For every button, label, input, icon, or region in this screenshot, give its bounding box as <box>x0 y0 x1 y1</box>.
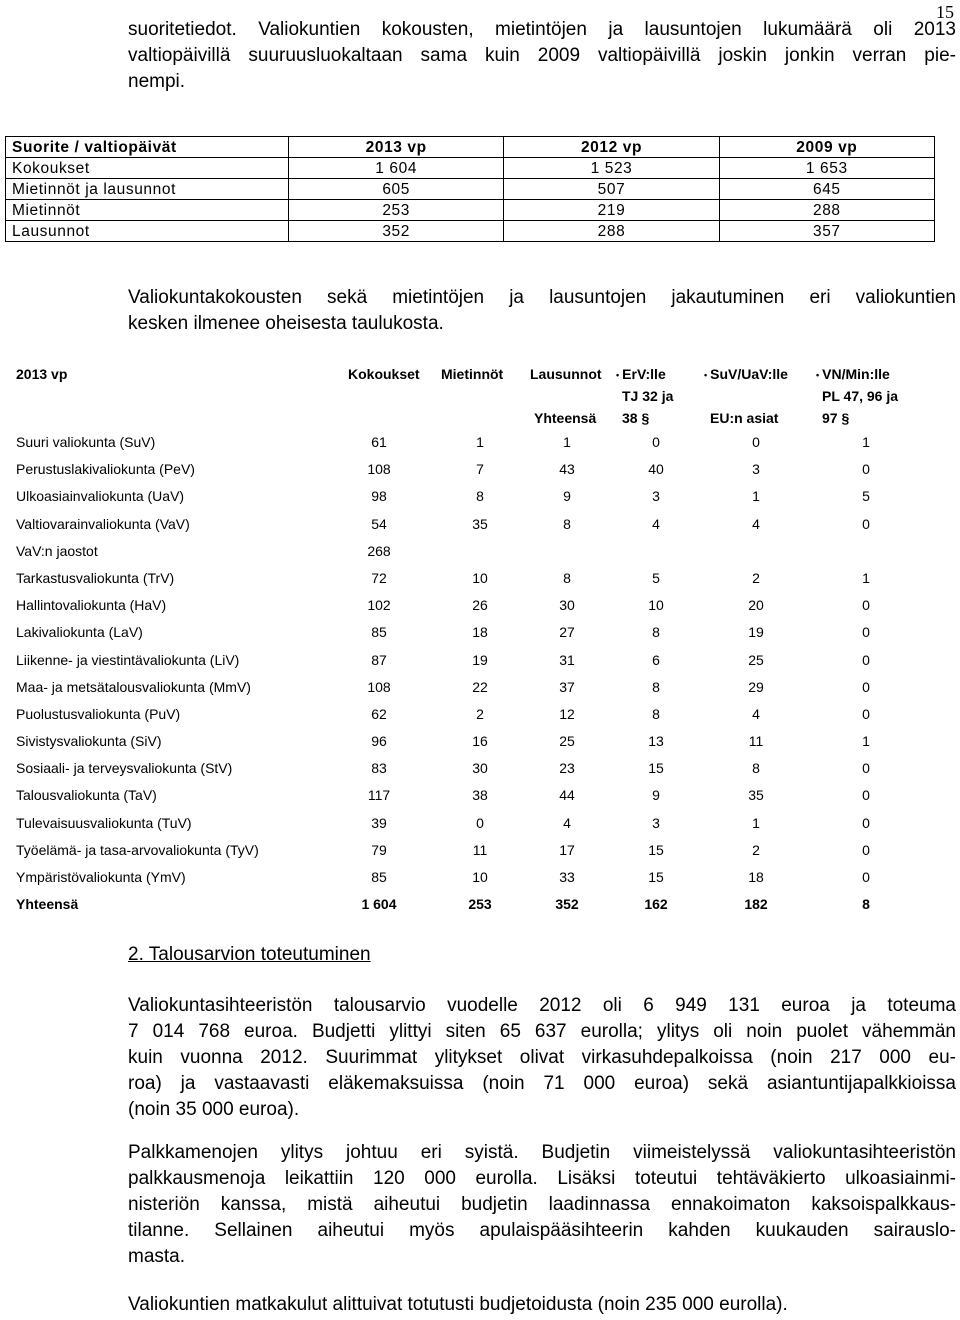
intro-line: valtiopäivillä suuruusluokaltaan sama kuin 2009 valtiopäivillä joskin jonkin verran pie- <box>128 45 956 66</box>
table-cell: 25 <box>559 733 575 750</box>
bullet-icon: • <box>704 370 708 381</box>
table-cell: 1 604 <box>361 896 397 913</box>
header-erv-line1: ErV:lle <box>622 366 666 382</box>
table-row <box>16 729 896 756</box>
table-cell: 54 <box>371 515 387 532</box>
summary-row <box>6 221 935 242</box>
summary-header-cell: 2012 vp <box>504 137 719 158</box>
summary-cell: 288 <box>504 221 719 242</box>
table-cell: 15 <box>648 760 664 777</box>
summary-cell: Lausunnot <box>6 221 289 242</box>
table-cell: 2 <box>752 841 760 858</box>
salary-line: Palkkamenojen ylitys johtuu eri syistä. Budjetin viimeistelyssä valiokuntasihteeristön <box>128 1142 956 1163</box>
table-cell: 30 <box>472 760 488 777</box>
table-cell: 0 <box>862 624 870 641</box>
committee-name: Työelämä- ja tasa-arvovaliokunta (TyV) <box>16 841 259 858</box>
table-cell: 43 <box>559 461 575 478</box>
table-cell: 2 <box>752 569 760 586</box>
table-row <box>16 593 896 620</box>
table-cell: 10 <box>472 569 488 586</box>
committee-name: Ympäristövaliokunta (YmV) <box>16 869 186 885</box>
summary-cell: Mietinnöt <box>6 200 289 221</box>
table-cell: 62 <box>371 705 387 722</box>
table-cell: 17 <box>559 841 575 858</box>
table-cell: 7 <box>476 461 484 478</box>
table-row <box>16 838 896 865</box>
summary-header-cell: 2013 vp <box>289 137 504 158</box>
header-mietinnot: Mietinnöt <box>441 366 504 382</box>
table-cell: 1 <box>752 488 760 505</box>
table-cell: 33 <box>559 869 575 885</box>
table-cell: 12 <box>559 705 575 722</box>
salary-paragraph <box>128 1140 956 1270</box>
summary-cell: 288 <box>719 200 934 221</box>
committee-name: Sivistysvaliokunta (SiV) <box>16 733 162 750</box>
header-lausunnot: Lausunnot <box>530 366 602 382</box>
committee-name: Suuri valiokunta (SuV) <box>16 434 156 450</box>
table-row <box>16 566 896 593</box>
table-row <box>16 512 896 539</box>
header-vn-line3: 97 § <box>822 410 850 426</box>
summary-table <box>5 136 935 242</box>
table-cell: 85 <box>371 869 387 885</box>
table-cell: 117 <box>367 787 391 804</box>
table-row <box>16 430 896 457</box>
budget-line: (noin 35 000 euroa). <box>128 1099 300 1120</box>
summary-cell: 507 <box>504 179 719 200</box>
header-kokoukset: Kokoukset <box>348 366 420 382</box>
table-cell: 10 <box>472 869 488 885</box>
summary-header-row <box>6 137 935 158</box>
table-cell: 26 <box>472 597 488 614</box>
summary-header-cell: 2009 vp <box>719 137 934 158</box>
table-cell: 39 <box>371 814 387 831</box>
summary-cell: 219 <box>504 200 719 221</box>
table-cell: 268 <box>367 542 391 559</box>
table-cell: 0 <box>862 705 870 722</box>
table-cell: 87 <box>371 651 387 668</box>
table-cell: 0 <box>862 515 870 532</box>
summary-cell: Mietinnöt ja lausunnot <box>6 179 289 200</box>
table-cell: 182 <box>744 896 768 913</box>
table-cell: 0 <box>652 434 660 450</box>
summary-row <box>6 158 935 179</box>
table-cell: 0 <box>862 597 870 614</box>
table-cell: 35 <box>748 787 764 804</box>
table-row <box>16 457 896 484</box>
mid-paragraph <box>128 285 956 337</box>
table-cell: 1 <box>862 434 870 450</box>
intro-paragraph <box>128 17 956 95</box>
table-cell: 253 <box>468 896 492 913</box>
table-cell: 1 <box>862 569 870 586</box>
summary-cell: 1 523 <box>504 158 719 179</box>
table-cell: 85 <box>371 624 387 641</box>
table-cell: 15 <box>648 869 664 885</box>
table-cell: 44 <box>559 787 575 804</box>
table-cell: 0 <box>862 760 870 777</box>
header-erv-line3: 38 § <box>622 410 650 426</box>
table-cell: 96 <box>371 733 387 750</box>
committee-name: Sosiaali- ja terveysvaliokunta (StV) <box>16 760 233 777</box>
table-cell: 10 <box>648 597 664 614</box>
summary-row <box>6 179 935 200</box>
table-cell: 0 <box>862 678 870 695</box>
table-cell: 22 <box>472 678 488 695</box>
table-cell: 5 <box>652 569 660 586</box>
table-cell: 35 <box>472 515 488 532</box>
table-cell: 30 <box>559 597 575 614</box>
committee-name: Maa- ja metsätalousvaliokunta (MmV) <box>16 678 251 695</box>
table-cell: 8 <box>476 488 484 505</box>
budget-paragraph <box>128 993 956 1123</box>
table-cell: 18 <box>472 624 488 641</box>
table-cell: 3 <box>652 488 660 505</box>
salary-line: palkkausmenoja leikattiin 120 000 eurolla. Lisäksi toteutui tehtäväkierto ulkoasiainmi- <box>128 1168 956 1189</box>
table-cell: 79 <box>371 841 387 858</box>
summary-row <box>6 200 935 221</box>
header-erv <box>616 366 666 382</box>
table-row <box>16 484 896 511</box>
budget-line: kuin vuonna 2012. Suurimmat ylitykset olivat virkasuhdepalkoissa (noin 217 000 eu- <box>128 1047 956 1068</box>
table-cell: 1 <box>476 434 484 450</box>
salary-line: masta. <box>128 1246 186 1267</box>
budget-line: 7 014 768 euroa. Budjetti ylittyi siten 65 637 eurolla; ylitys oli noin puolet vähemmän <box>128 1021 956 1042</box>
committee-name: Tulevaisuusvaliokunta (TuV) <box>16 814 192 831</box>
table-cell: 13 <box>648 733 664 750</box>
summary-cell: 357 <box>719 221 934 242</box>
header-erv-line2: TJ 32 ja <box>622 388 674 404</box>
table-cell: 4 <box>563 814 571 831</box>
table-cell: 27 <box>559 624 575 641</box>
table-cell: 98 <box>371 488 387 505</box>
section-heading: 2. Talousarvion toteutuminen <box>128 944 371 965</box>
intro-line: nempi. <box>128 71 186 92</box>
salary-line: nisteriön kanssa, mistä aiheutui budjetin laadinnassa ennakoimaton kaksoispalkkaus- <box>128 1194 956 1215</box>
table-cell: 162 <box>644 896 668 913</box>
table-cell: 108 <box>367 461 391 478</box>
table-cell: 4 <box>752 515 760 532</box>
table-cell: 8 <box>652 678 660 695</box>
table-cell: 8 <box>862 896 870 913</box>
summary-cell: 253 <box>289 200 504 221</box>
table-row <box>16 675 896 702</box>
table-row <box>16 648 896 675</box>
table-cell: 3 <box>652 814 660 831</box>
table-cell: 8 <box>563 569 571 586</box>
committee-name: Tarkastusvaliokunta (TrV) <box>16 569 175 586</box>
table-cell: 9 <box>563 488 571 505</box>
summary-cell: 645 <box>719 179 934 200</box>
table-cell: 29 <box>748 678 764 695</box>
table-cell: 20 <box>748 597 764 614</box>
mid-line: kesken ilmenee oheisesta taulukosta. <box>128 313 444 334</box>
table-cell: 23 <box>559 760 575 777</box>
table-row <box>16 539 896 566</box>
table-cell: 16 <box>472 733 488 750</box>
table-row <box>16 865 896 892</box>
summary-header-cell: Suorite / valtiopäivät <box>6 137 289 158</box>
table-cell: 72 <box>371 569 387 586</box>
table-cell: 6 <box>652 651 660 668</box>
bullet-icon: • <box>816 370 820 381</box>
table-row <box>16 811 896 838</box>
table-cell: 0 <box>752 434 760 450</box>
table-cell: 0 <box>862 814 870 831</box>
mid-line: Valiokuntakokousten sekä mietintöjen ja lausuntojen jakautuminen eri valiokuntien <box>128 287 956 308</box>
summary-cell: 605 <box>289 179 504 200</box>
summary-cell: 352 <box>289 221 504 242</box>
header-year: 2013 vp <box>16 366 68 382</box>
table-cell: 0 <box>862 869 870 885</box>
table-cell: 19 <box>472 651 488 668</box>
table-cell: 38 <box>472 787 488 804</box>
table-cell: 4 <box>652 515 660 532</box>
table-cell: 8 <box>563 515 571 532</box>
committee-table <box>16 360 899 919</box>
header-suv-line3: EU:n asiat <box>710 410 779 426</box>
table-row <box>16 756 896 783</box>
travel-paragraph: Valiokuntien matkakulut alittuivat totutusti budjetoidusta (noin 235 000 eurolla). <box>128 1294 788 1315</box>
table-cell: 108 <box>367 678 391 695</box>
table-row <box>16 783 896 810</box>
table-row <box>16 702 896 729</box>
table-cell: 3 <box>752 461 760 478</box>
table-cell: 102 <box>367 597 391 614</box>
budget-line: Valiokuntasihteeristön talousarvio vuodelle 2012 oli 6 949 131 euroa ja toteuma <box>128 995 956 1016</box>
table-cell: 1 <box>752 814 760 831</box>
table-cell: 83 <box>371 760 387 777</box>
table-cell: 31 <box>559 651 575 668</box>
committee-name: Yhteensä <box>16 896 79 913</box>
committee-name: Ulkoasiainvaliokunta (UaV) <box>16 488 185 505</box>
table-cell: 37 <box>559 678 575 695</box>
intro-line: suoritetiedot. Valiokuntien kokousten, mietintöjen ja lausuntojen lukumäärä oli 2013 <box>128 19 956 40</box>
table-cell: 0 <box>862 841 870 858</box>
summary-cell: 1 604 <box>289 158 504 179</box>
committee-name: Hallintovaliokunta (HaV) <box>16 597 167 614</box>
total-row <box>16 892 896 919</box>
committee-name: VaV:n jaostot <box>16 542 98 559</box>
summary-cell: Kokoukset <box>6 158 289 179</box>
table-cell: 0 <box>862 461 870 478</box>
table-cell: 15 <box>648 841 664 858</box>
table-cell: 4 <box>752 705 760 722</box>
salary-line: tilanne. Sellainen aiheutui myös apulaispääsihteerin kahden kuukauden sairauslo- <box>128 1220 956 1241</box>
summary-cell: 1 653 <box>719 158 934 179</box>
table-cell: 2 <box>476 705 484 722</box>
table-cell: 18 <box>748 869 764 885</box>
table-cell: 0 <box>862 651 870 668</box>
table-cell: 352 <box>555 896 579 913</box>
committee-table-body <box>16 430 896 919</box>
table-row <box>16 620 896 647</box>
budget-line: roa) ja vastaavasti eläkemaksuissa (noin 71 000 euroa) sekä asiantuntijapalkkioissa <box>128 1073 956 1094</box>
committee-name: Lakivaliokunta (LaV) <box>16 624 143 641</box>
table-cell: 0 <box>476 814 484 831</box>
header-vn-line2: PL 47, 96 ja <box>822 388 899 404</box>
page-number: 15 <box>936 2 954 22</box>
header-vn <box>816 366 890 382</box>
table-cell: 8 <box>652 624 660 641</box>
table-cell: 9 <box>652 787 660 804</box>
committee-name: Talousvaliokunta (TaV) <box>16 787 157 804</box>
committee-name: Puolustusvaliokunta (PuV) <box>16 705 181 722</box>
committee-name: Perustuslakivaliokunta (PeV) <box>16 461 195 478</box>
table-cell: 61 <box>371 434 387 450</box>
table-cell: 0 <box>862 787 870 804</box>
table-cell: 40 <box>648 461 664 478</box>
header-suv <box>704 366 788 382</box>
committee-name: Liikenne- ja viestintävaliokunta (LiV) <box>16 651 240 668</box>
table-cell: 11 <box>472 841 488 858</box>
table-cell: 8 <box>752 760 760 777</box>
table-cell: 1 <box>862 733 870 750</box>
header-yhteensa: Yhteensä <box>534 410 597 426</box>
header-suv-line1: SuV/UaV:lle <box>710 366 788 382</box>
table-cell: 5 <box>862 488 870 505</box>
table-cell: 19 <box>748 624 764 641</box>
committee-table-header <box>16 360 899 430</box>
bullet-icon: • <box>616 370 620 381</box>
table-cell: 8 <box>652 705 660 722</box>
header-vn-line1: VN/Min:lle <box>822 366 890 382</box>
table-cell: 1 <box>563 434 571 450</box>
committee-name: Valtiovarainvaliokunta (VaV) <box>16 515 190 532</box>
table-cell: 11 <box>748 733 764 750</box>
table-cell: 25 <box>748 651 764 668</box>
